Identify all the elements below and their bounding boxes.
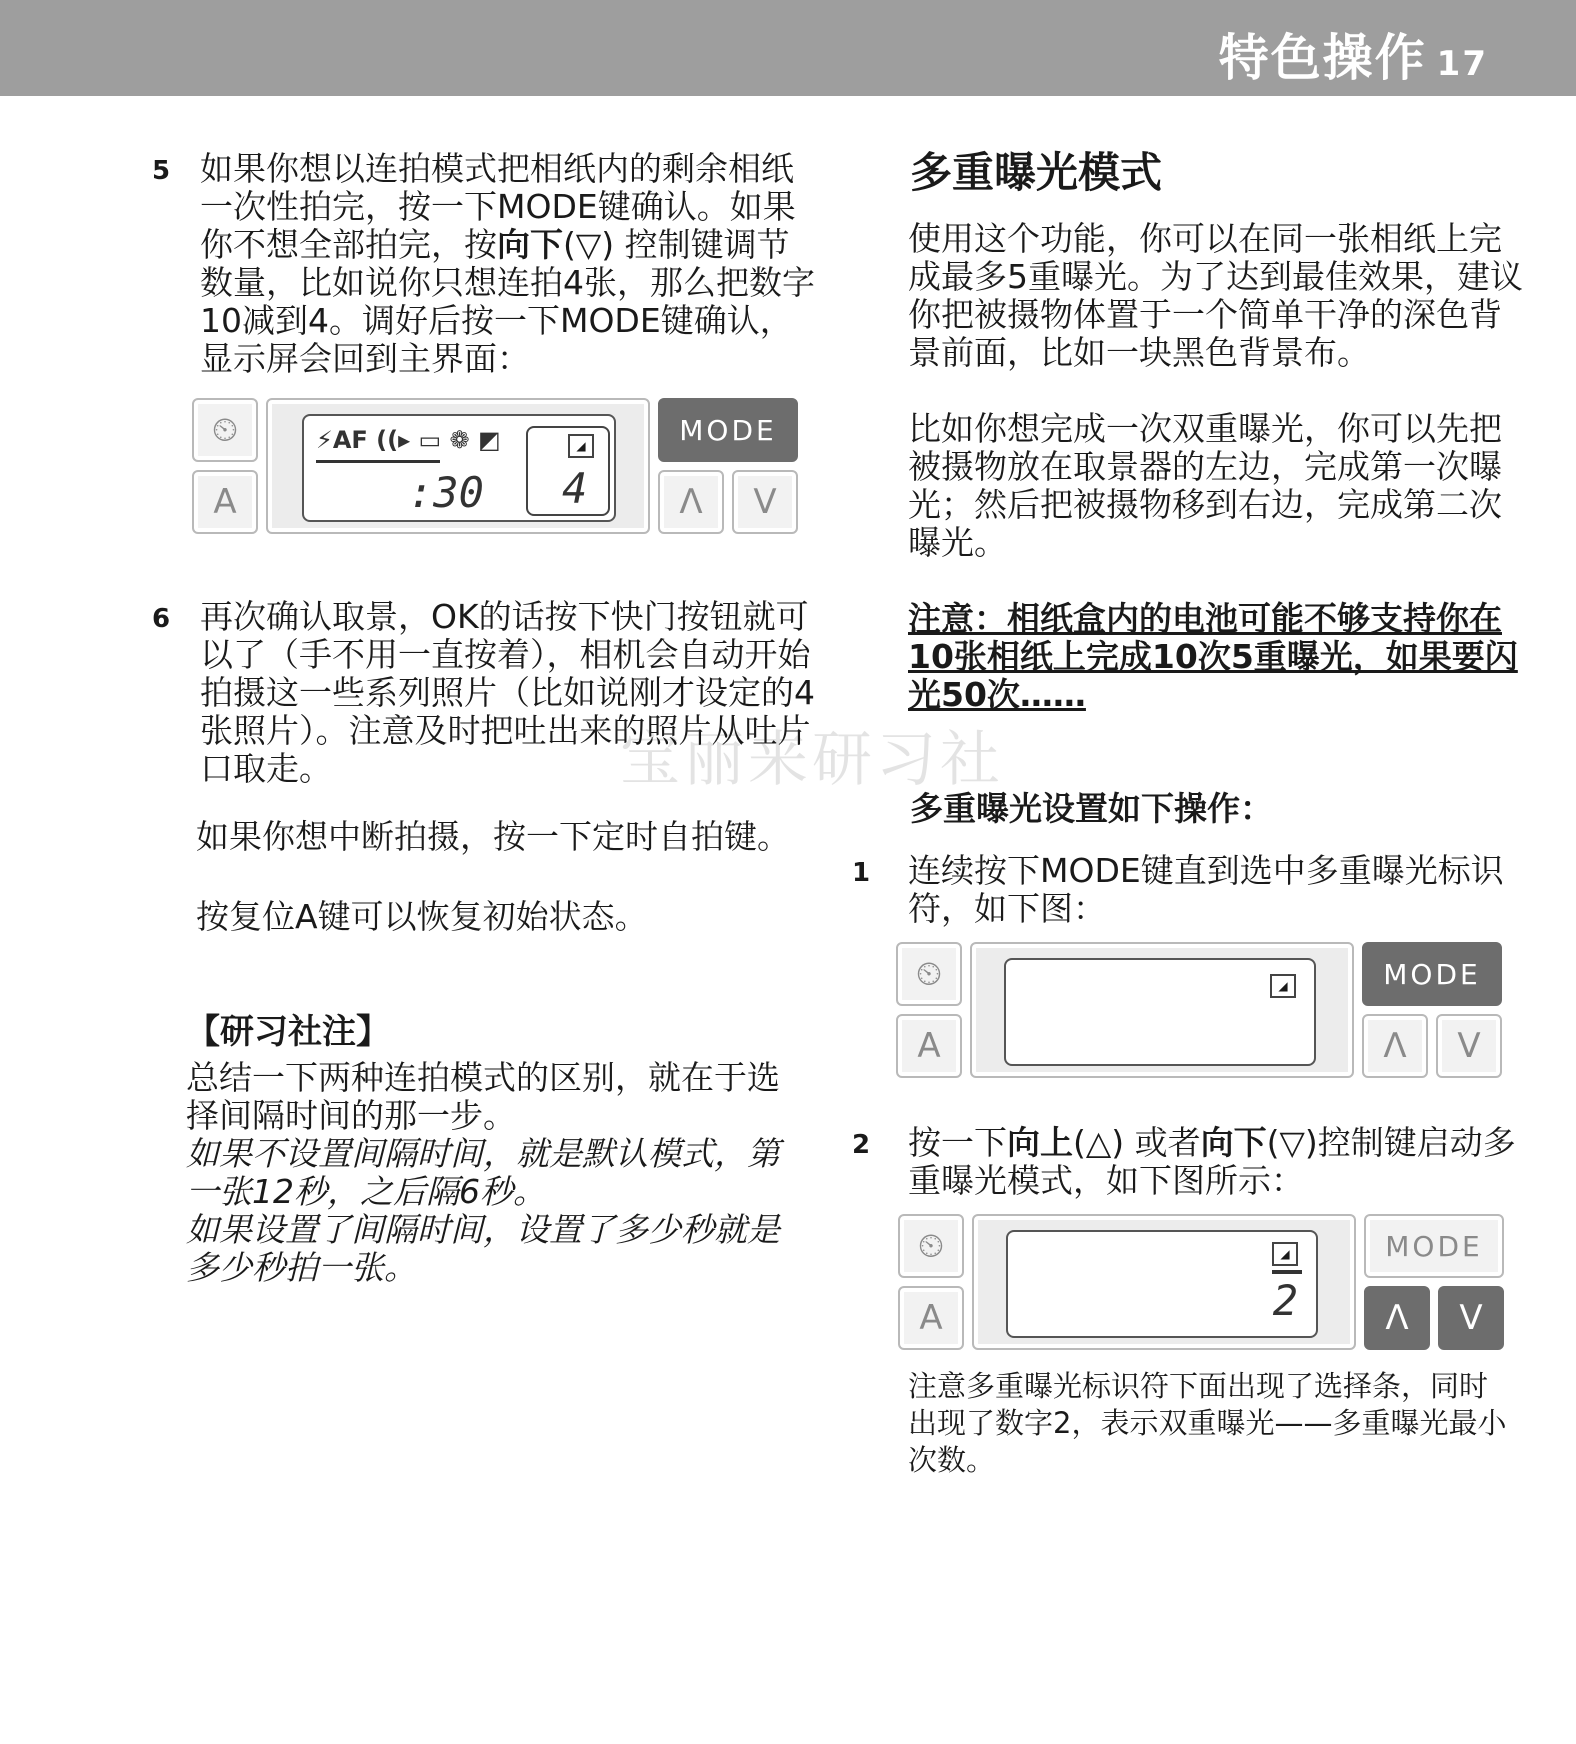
lcd-display: [1004, 958, 1316, 1066]
note-title: 【研习社注】: [186, 1012, 390, 1052]
multi-exposure-icon: ◢: [568, 434, 594, 458]
step-text: 再次确认取景，OK的话按下快门按钮就可以了（手不用一直按着），相机会自动开始拍摄这一些系列照片（比如说刚才设定的4张照片）。注意及时把吐出来的照片从吐片口取走。: [200, 597, 815, 788]
warning-text: 注意：相纸盒内的电池可能不够支持你在10张相纸上完成10次5重曝光，如果要闪光50次……: [908, 599, 1518, 714]
mode-button[interactable]: MODE: [658, 398, 798, 462]
lcd-display: [1006, 1230, 1318, 1338]
lcd-count-box: [526, 426, 610, 516]
lcd-display: [302, 414, 616, 522]
lcd-frame: [970, 942, 1354, 1078]
lcd-count: 4: [562, 464, 588, 513]
page-title: [1219, 18, 1488, 90]
example-text: 比如你想完成一次双重曝光，你可以先把被摄物放在取景器的左边，完成第一次曝光；然后把被摄物移到右边，完成第二次曝光。: [908, 409, 1502, 562]
step-number: 2: [852, 1130, 871, 1160]
step-5: [146, 150, 816, 378]
step-1: [846, 852, 1508, 928]
control-panel-3: [898, 1214, 1536, 1358]
step-number: 6: [152, 604, 171, 634]
step-text: 连续按下MODE键直到选中多重曝光标识符，如下图：: [908, 851, 1504, 928]
lcd-frame: [972, 1214, 1356, 1350]
self-timer-icon: ⏲: [915, 954, 943, 994]
note-block: [186, 1004, 786, 1287]
step-number: 5: [152, 156, 171, 186]
right-column: [846, 140, 1536, 1479]
up-button[interactable]: Λ: [1362, 1014, 1428, 1078]
down-button[interactable]: V: [1438, 1286, 1504, 1350]
step-text: 按一下: [908, 1123, 1007, 1162]
multi-exposure-icon: ◢: [1272, 1242, 1298, 1266]
self-timer-button[interactable]: [898, 1214, 964, 1278]
note-italic-2: 如果设置了间隔时间，设置了多少秒就是多少秒拍一张。: [186, 1210, 780, 1287]
page-number: 17: [1436, 44, 1488, 84]
lcd-icon-row: ⚡AF ((▸ ▭ ❁ ◩: [316, 426, 501, 454]
self-timer-button[interactable]: [192, 398, 258, 462]
step-bold: 向下: [497, 225, 563, 264]
control-panel-2: [896, 942, 1536, 1086]
reset-button[interactable]: A: [192, 470, 258, 534]
lcd-underline: [316, 460, 440, 466]
multi-exposure-icon: ◢: [1270, 974, 1296, 998]
up-button[interactable]: Λ: [658, 470, 724, 534]
section-title: 多重曝光模式: [910, 148, 1163, 197]
step-bold-down: 向下: [1200, 1123, 1267, 1162]
down-button[interactable]: V: [732, 470, 798, 534]
mode-button[interactable]: MODE: [1362, 942, 1502, 1006]
up-button[interactable]: Λ: [1364, 1286, 1430, 1350]
mode-button[interactable]: MODE: [1364, 1214, 1504, 1278]
watermark: 宝丽来研习社: [620, 725, 1004, 795]
self-timer-icon: ⏲: [917, 1226, 945, 1266]
lcd-count: 2: [1272, 1276, 1298, 1325]
step-text-end: (▽)控制键启动多重曝光模式，如下图所示：: [908, 1123, 1516, 1200]
caption-text: 注意多重曝光标识符下面出现了选择条，同时出现了数字2，表示双重曝光——多重曝光最小次数。: [908, 1369, 1507, 1477]
step-6: [146, 598, 816, 788]
reset-button[interactable]: A: [896, 1014, 962, 1078]
step-2: [846, 1124, 1518, 1200]
interrupt-text: 如果你想中断拍摄，按一下定时自拍键。: [196, 817, 790, 856]
intro-text: 使用这个功能，你可以在同一张相纸上完成最多5重曝光。为了达到最佳效果，建议你把被摄物体置于一个简单干净的深色背景前面，比如一块黑色背景布。: [908, 219, 1523, 372]
lcd-interval: :30: [408, 468, 484, 517]
setup-title: 多重曝光设置如下操作：: [910, 789, 1273, 828]
step-text: 如果你想以连拍模式把相纸内的剩余相纸一次性拍完，按一下MODE键确认。如果你不想全部拍完，按: [200, 149, 796, 264]
note-text: 总结一下两种连拍模式的区别，就在于选择间隔时间的那一步。: [186, 1058, 780, 1135]
selection-bar: [1272, 1270, 1302, 1274]
control-panel-1: [192, 398, 816, 544]
down-button[interactable]: V: [1436, 1014, 1502, 1078]
left-column: [146, 150, 816, 1287]
reset-button[interactable]: A: [898, 1286, 964, 1350]
step-text-mid: (△) 或者: [1073, 1123, 1201, 1162]
step-number: 1: [852, 858, 871, 888]
note-italic-1: 如果不设置间隔时间，就是默认模式，第一张12秒，之后隔6秒。: [186, 1134, 780, 1211]
self-timer-icon: ⏲: [211, 410, 239, 450]
lcd-frame: [266, 398, 650, 534]
reset-text: 按复位A键可以恢复初始状态。: [196, 897, 648, 936]
step-text-cont: (▽) 控制键调节数量，比如说你只想连拍4张，那么把数字10减到4。调好后按一下MODE键确认，显示屏会回到主界面：: [200, 225, 815, 378]
chapter-title: 特色操作: [1218, 29, 1427, 87]
step-bold-up: 向上: [1007, 1123, 1073, 1162]
self-timer-button[interactable]: [896, 942, 962, 1006]
